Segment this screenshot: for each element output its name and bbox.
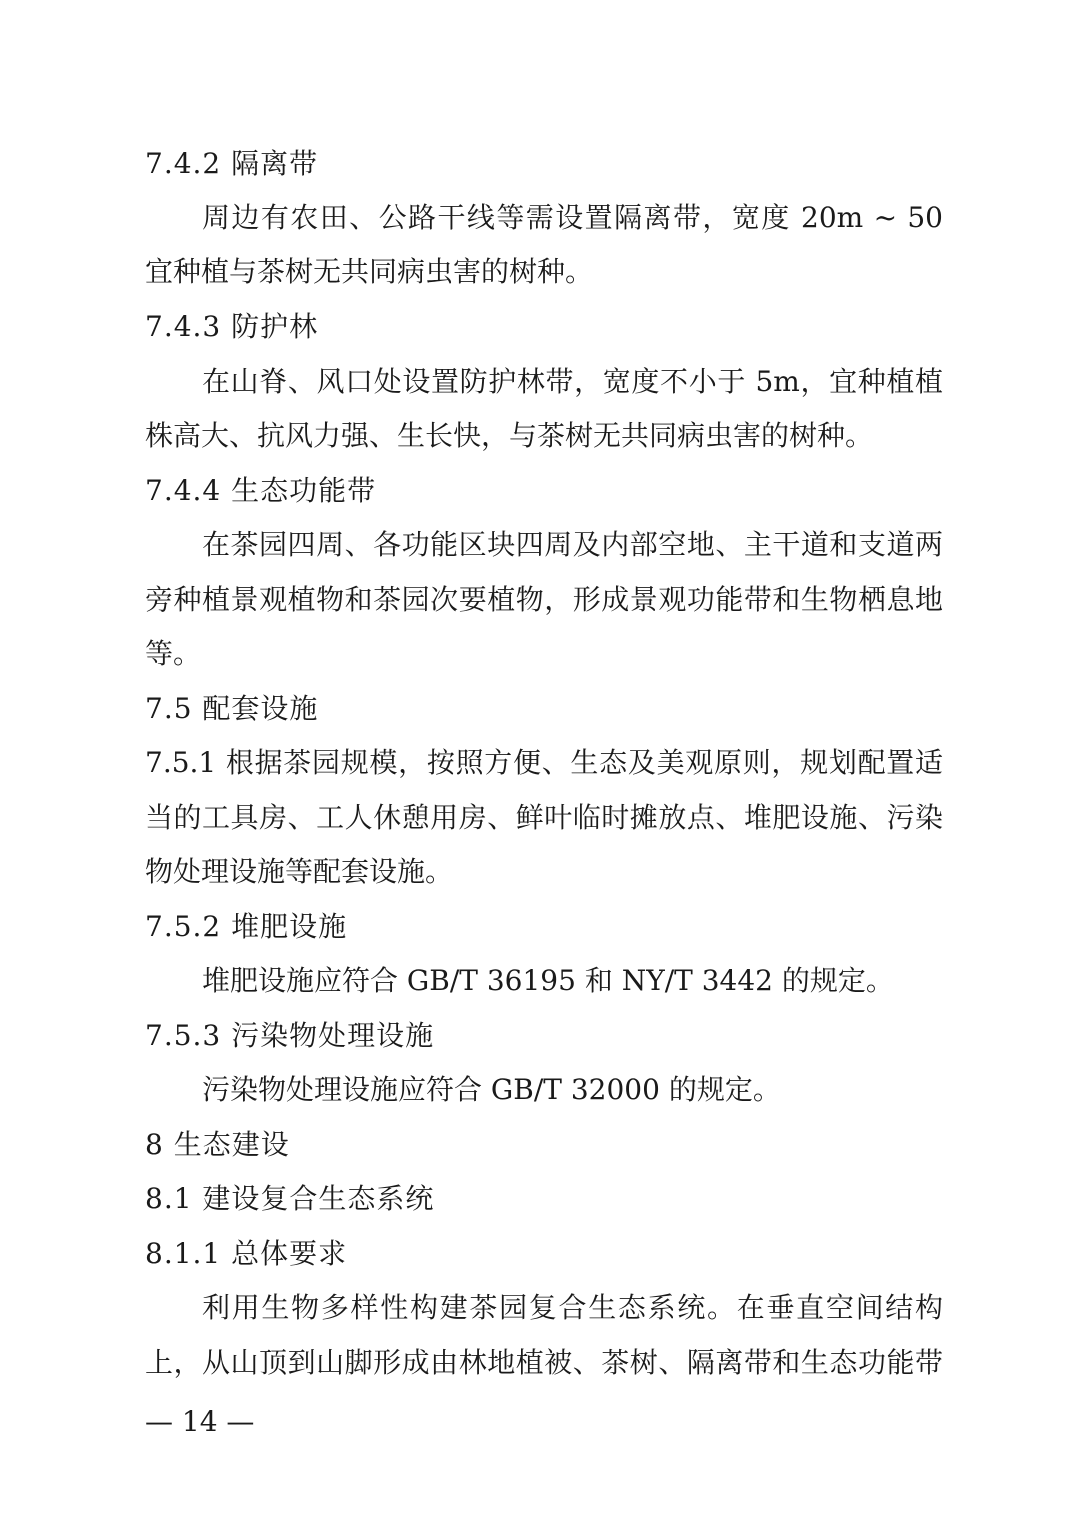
section-heading-7-5-3: 7.5.3 污染物处理设施 [145,1019,435,1052]
paragraph-line: 上，从山顶到山脚形成由林地植被、茶树、隔离带和生态功能带 [145,1346,943,1379]
section-heading-8: 8 生态建设 [145,1128,290,1161]
paragraph-line: 当的工具房、工人休憩用房、鲜叶临时摊放点、堆肥设施、污染 [145,801,943,834]
section-heading-8-1-1: 8.1.1 总体要求 [145,1237,348,1270]
section-heading-7-5-2: 7.5.2 堆肥设施 [145,910,348,943]
paragraph-line: 堆肥设施应符合 GB/T 36195 和 NY/T 3442 的规定。 [202,964,894,997]
section-heading-7-4-3: 7.4.3 防护林 [145,310,319,343]
paragraph-line: 污染物处理设施应符合 GB/T 32000 的规定。 [202,1073,781,1106]
section-heading-7-5: 7.5 配套设施 [145,692,319,725]
paragraph-line: 7.5.1 根据茶园规模，按照方便、生态及美观原则，规划配置适 [145,746,943,779]
section-heading-7-4-4: 7.4.4 生态功能带 [145,474,377,507]
paragraph-line: 利用生物多样性构建茶园复合生态系统。在垂直空间结构 [202,1291,943,1324]
paragraph-line: 株高大、抗风力强、生长快，与茶树无共同病虫害的树种。 [145,419,874,452]
paragraph-line: 在山脊、风口处设置防护林带，宽度不小于 5m，宜种植植 [202,365,943,398]
section-heading-8-1: 8.1 建设复合生态系统 [145,1182,435,1215]
page-number: — 14 — [145,1405,255,1438]
paragraph-line: 周边有农田、公路干线等需设置隔离带，宽度 20m ~ 50 [202,201,943,234]
paragraph-line: 等。 [145,637,202,670]
paragraph-line: 物处理设施等配套设施。 [145,855,454,888]
paragraph-line: 在茶园四周、各功能区块四周及内部空地、主干道和支道两 [202,528,943,561]
paragraph-line: 宜种植与茶树无共同病虫害的树种。 [145,255,594,288]
paragraph-line: 旁种植景观植物和茶园次要植物，形成景观功能带和生物栖息地 [145,583,943,616]
section-heading-7-4-2: 7.4.2 隔离带 [145,147,319,180]
